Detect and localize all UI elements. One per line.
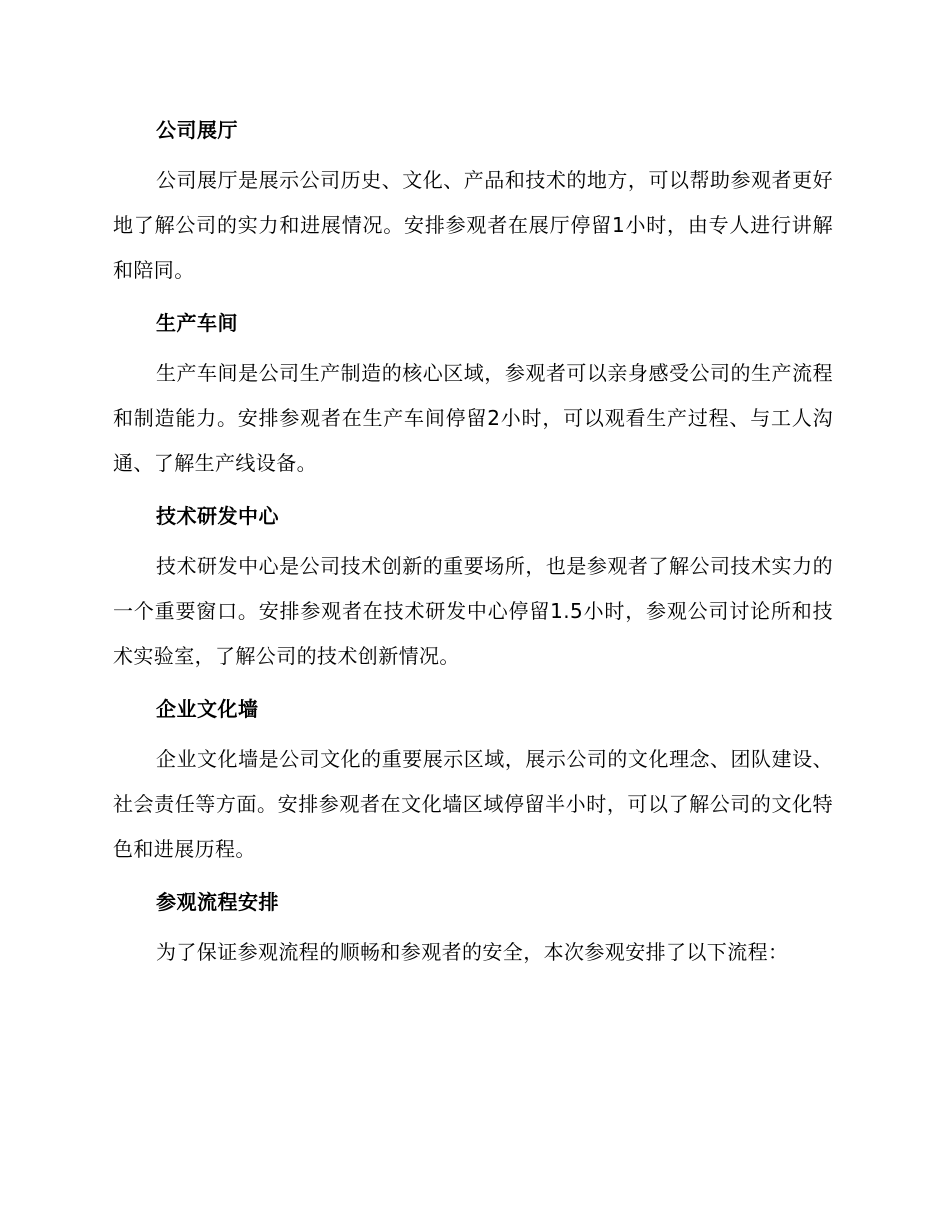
section-paragraph: 公司展厅是展示公司历史、文化、产品和技术的地方，可以帮助参观者更好地了解公司的实力和进展情况。安排参观者在展厅停留1小时，由专人进行讲解和陪同。 [113, 168, 833, 282]
section-heading: 生产车间 [156, 311, 238, 335]
section-heading: 公司展厅 [156, 118, 238, 142]
section-culture-wall [113, 689, 833, 872]
section-company-showroom [113, 110, 833, 293]
section-heading: 技术研发中心 [156, 504, 279, 528]
document-content [113, 110, 833, 975]
section-heading: 参观流程安排 [156, 890, 279, 914]
section-production-workshop [113, 303, 833, 486]
section-paragraph: 企业文化墙是公司文化的重要展示区域，展示公司的文化理念、团队建设、社会责任等方面。安排参观者在文化墙区域停留半小时，可以了解公司的文化特色和进展历程。 [113, 747, 833, 861]
section-visit-arrangement [113, 882, 833, 975]
section-paragraph: 技术研发中心是公司技术创新的重要场所，也是参观者了解公司技术实力的一个重要窗口。安排参观者在技术研发中心停留1.5小时，参观公司讨论所和技术实验室，了解公司的技术创新情况。 [113, 554, 833, 668]
section-rd-center [113, 496, 833, 679]
section-paragraph: 为了保证参观流程的顺畅和参观者的安全，本次参观安排了以下流程： [156, 940, 789, 964]
section-heading: 企业文化墙 [156, 697, 259, 721]
section-paragraph: 生产车间是公司生产制造的核心区域，参观者可以亲身感受公司的生产流程和制造能力。安排参观者在生产车间停留2小时，可以观看生产过程、与工人沟通、了解生产线设备。 [113, 361, 833, 475]
